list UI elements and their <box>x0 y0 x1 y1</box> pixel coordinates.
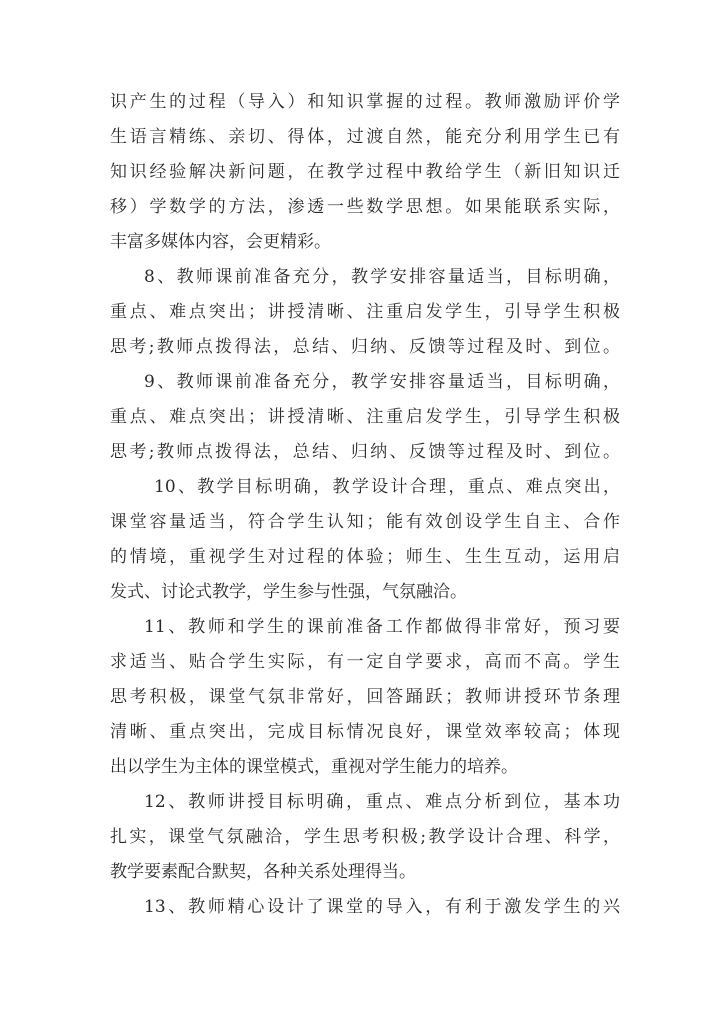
text-line: 求适当、贴合学生实际，有一定自学要求，高而不高。学生 <box>110 652 620 672</box>
text-line: 思考;教师点拨得法，总结、归纳、反馈等过程及时、到位。 <box>110 442 620 462</box>
text-line: 出以学生为主体的课堂模式，重视对学生能力的培养。 <box>110 757 518 777</box>
text-line: 课堂容量适当，符合学生认知；能有效创设学生自主、合作 <box>110 512 620 532</box>
text-line: 清晰、重点突出，完成目标情况良好，课堂效率较高；体现 <box>110 722 620 742</box>
text-line: 扎实，课堂气氛融洽，学生思考积极;教学设计合理、科学， <box>110 827 620 847</box>
paragraph-8-first-line: 8、教师课前准备充分，教学安排容量适当，目标明确， <box>144 267 620 287</box>
text-line: 发式、讨论式教学，学生参与性强，气氛融洽。 <box>110 582 467 602</box>
text-line: 知识经验解决新问题，在教学过程中教给学生（新旧知识迁 <box>110 162 620 182</box>
text-line: 识产生的过程（导入）和知识掌握的过程。教师激励评价学 <box>110 92 620 112</box>
text-line: 丰富多媒体内容，会更精彩。 <box>110 232 331 252</box>
paragraph-12-first-line: 12、教师讲授目标明确，重点、难点分析到位，基本功 <box>144 792 620 812</box>
text-line: 思考;教师点拨得法，总结、归纳、反馈等过程及时、到位。 <box>110 337 620 357</box>
paragraph-13-first-line: 13、教师精心设计了课堂的导入，有利于激发学生的兴 <box>144 897 620 917</box>
text-line: 重点、难点突出；讲授清晰、注重启发学生，引导学生积极 <box>110 407 620 427</box>
text-line: 思考积极，课堂气氛非常好，回答踊跃；教师讲授环节条理 <box>110 687 620 707</box>
paragraph-9-first-line: 9、教师课前准备充分，教学安排容量适当，目标明确， <box>144 372 620 392</box>
paragraph-10-first-line: 10、教学目标明确，教学设计合理，重点、难点突出， <box>154 477 620 497</box>
text-line: 重点、难点突出；讲授清晰、注重启发学生，引导学生积极 <box>110 302 620 322</box>
text-line: 生语言精练、亲切、得体，过渡自然，能充分利用学生已有 <box>110 127 620 147</box>
text-line: 教学要素配合默契，各种关系处理得当。 <box>110 862 416 882</box>
text-line: 的情境，重视学生对过程的体验；师生、生生互动，运用启 <box>110 547 620 567</box>
paragraph-11-first-line: 11、教师和学生的课前准备工作都做得非常好，预习要 <box>144 617 620 637</box>
text-line: 移）学数学的方法，渗透一些数学思想。如果能联系实际， <box>110 197 620 217</box>
